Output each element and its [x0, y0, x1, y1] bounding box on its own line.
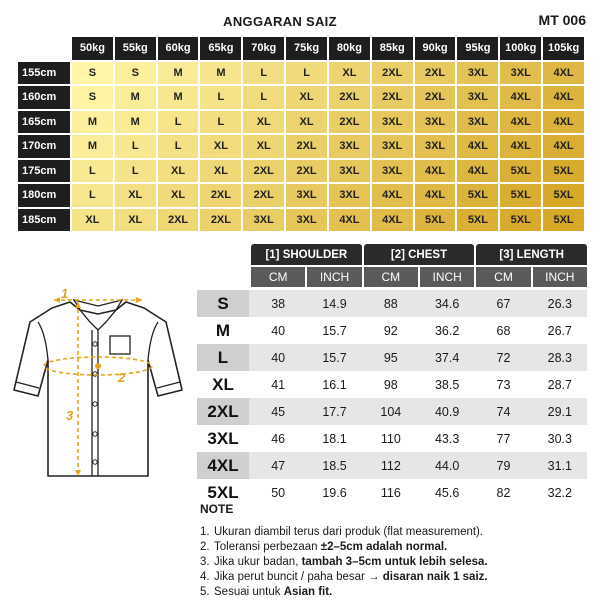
unit-header: INCH: [307, 267, 361, 287]
size-cell: M: [115, 111, 156, 134]
measurement-value: 45: [271, 404, 286, 419]
size-cell: L: [286, 62, 327, 85]
size-cell: 3XL: [457, 86, 498, 109]
note-item: [200, 555, 590, 570]
size-cell: XL: [158, 184, 199, 207]
measurement-value: 34.6: [434, 296, 460, 311]
size-cell: 3XL: [500, 62, 541, 85]
size-cell: 4XL: [457, 160, 498, 183]
size-cell: 4XL: [457, 135, 498, 158]
product-code: MT 006: [538, 12, 586, 28]
size-label: 5XL: [207, 482, 239, 502]
measurement-value: 14.9: [322, 296, 347, 311]
weight-header: 75kg: [286, 37, 327, 60]
size-cell: S: [72, 62, 113, 85]
measurement-value: 46: [271, 431, 286, 446]
size-cell: M: [72, 135, 113, 158]
size-cell: 3XL: [372, 160, 413, 183]
size-cell: 3XL: [286, 184, 327, 207]
unit-header: CM: [476, 267, 530, 287]
measurement-value: 15.7: [322, 350, 347, 365]
measurement-value: 40.9: [434, 404, 460, 419]
measurement-value: 19.6: [322, 485, 347, 500]
size-cell: L: [200, 86, 241, 109]
size-cell: 5XL: [457, 184, 498, 207]
table-row: [197, 425, 587, 452]
weight-header: 70kg: [243, 37, 284, 60]
table-row: [197, 398, 587, 425]
size-label: L: [197, 344, 249, 371]
measurement-value: 15.7: [322, 323, 347, 338]
size-cell: 3XL: [457, 62, 498, 85]
size-cell: 4XL: [543, 135, 584, 158]
size-cell: 4XL: [500, 135, 541, 158]
size-cell: XL: [243, 135, 284, 158]
size-cell: 4XL: [500, 111, 541, 134]
measurement-value: 73: [496, 377, 511, 392]
shirt-diagram: [8, 278, 186, 488]
weight-header: 85kg: [372, 37, 413, 60]
chest-label: 2: [118, 370, 126, 385]
measurement-value: 29.1: [547, 404, 572, 419]
height-header: 160cm: [18, 86, 70, 109]
size-cell: 5XL: [500, 160, 541, 183]
size-cell: M: [158, 86, 199, 109]
size-cell: XL: [286, 86, 327, 109]
size-cell: S: [72, 86, 113, 109]
measurement-value: 18.1: [322, 431, 347, 446]
measurement-value: 98: [383, 377, 398, 392]
size-cell: 4XL: [329, 209, 370, 232]
note-text: Ukuran diambil terus dari produk (flat measurement).: [214, 526, 484, 538]
measurement-value: 28.3: [547, 350, 572, 365]
measurement-value: 37.4: [434, 350, 460, 365]
size-cell: 4XL: [543, 86, 584, 109]
size-cell: L: [158, 135, 199, 158]
size-cell: 2XL: [286, 160, 327, 183]
size-cell: 3XL: [372, 135, 413, 158]
table-row: [197, 290, 587, 317]
measurement-value: 28.7: [547, 377, 572, 392]
size-cell: 4XL: [500, 86, 541, 109]
size-cell: 4XL: [543, 111, 584, 134]
table-row: [197, 371, 587, 398]
size-label: XL: [212, 374, 234, 394]
note-emphasis: ±2–5cm adalah normal.: [320, 541, 448, 553]
weight-header: 105kg: [543, 37, 584, 60]
size-label: 3XL: [207, 428, 239, 448]
size-cell: 5XL: [543, 160, 584, 183]
size-cell: 2XL: [243, 160, 284, 183]
size-cell: 3XL: [415, 135, 456, 158]
size-cell: M: [72, 111, 113, 134]
size-cell: 2XL: [415, 86, 456, 109]
note-item: [200, 540, 590, 555]
note-number: 3.: [200, 556, 210, 568]
notes-section: [200, 502, 590, 600]
height-header: 155cm: [18, 62, 70, 85]
size-cell: 3XL: [372, 111, 413, 134]
size-cell: XL: [72, 209, 113, 232]
measurement-value: 104: [380, 404, 402, 419]
size-cell: 5XL: [543, 184, 584, 207]
note-text: Jika perut buncit / paha besar →: [214, 571, 383, 583]
measurement-value: 43.3: [434, 431, 460, 446]
size-cell: S: [115, 62, 156, 85]
weight-header: 55kg: [115, 37, 156, 60]
note-emphasis: tambah 3–5cm untuk lebih selesa.: [301, 556, 488, 568]
table-row: [197, 344, 587, 371]
size-cell: 3XL: [286, 209, 327, 232]
measurement-value: 16.1: [322, 377, 347, 392]
height-header: 180cm: [18, 184, 70, 207]
chest-header: [2] CHEST: [364, 244, 475, 265]
measurement-value: 40: [271, 350, 286, 365]
height-header: 185cm: [18, 209, 70, 232]
size-cell: 5XL: [457, 209, 498, 232]
size-cell: 5XL: [415, 209, 456, 232]
measurement-value: 31.1: [547, 458, 572, 473]
measurement-value: 32.2: [547, 485, 572, 500]
size-cell: 4XL: [372, 184, 413, 207]
note-number: 5.: [200, 586, 210, 598]
size-cell: 2XL: [286, 135, 327, 158]
measurement-value: 116: [380, 485, 401, 500]
chart-title: ANGGARAN SAIZ: [223, 14, 337, 29]
measurement-rows: [197, 290, 587, 506]
measurement-value: 72: [496, 350, 511, 365]
size-label: 4XL: [197, 452, 249, 479]
note-item: [200, 585, 590, 600]
size-cell: L: [72, 160, 113, 183]
measurement-value: 88: [383, 296, 398, 311]
measurement-table: [197, 244, 587, 506]
size-cell: 4XL: [543, 62, 584, 85]
size-cell: XL: [243, 111, 284, 134]
measurement-value: 38.5: [434, 377, 460, 392]
measurement-value: 74: [496, 404, 511, 419]
measurement-value: 45.6: [434, 485, 460, 500]
note-number: 2.: [200, 541, 210, 553]
size-label: M: [215, 320, 231, 340]
size-cell: 2XL: [329, 86, 370, 109]
size-label: 2XL: [197, 398, 249, 425]
measurement-value: 26.3: [547, 296, 572, 311]
size-cell: 5XL: [500, 209, 541, 232]
size-cell: 4XL: [415, 160, 456, 183]
measurement-value: 26.7: [547, 323, 572, 338]
weight-header: 80kg: [329, 37, 370, 60]
measurement-value: 68: [496, 323, 511, 338]
unit-header: CM: [251, 267, 305, 287]
measurement-value: 17.7: [322, 404, 347, 419]
size-cell: 2XL: [372, 62, 413, 85]
shoulder-label: 1: [61, 286, 69, 301]
weight-header: 65kg: [200, 37, 241, 60]
note-number: 1.: [200, 526, 210, 538]
weight-header: 50kg: [72, 37, 113, 60]
size-cell: 2XL: [372, 86, 413, 109]
measurement-value: 36.2: [434, 323, 460, 338]
size-cell: XL: [200, 135, 241, 158]
note-number: 4.: [200, 571, 210, 583]
height-header: 175cm: [18, 160, 70, 183]
size-cell: 4XL: [415, 184, 456, 207]
note-text: Sesuai untuk: [214, 586, 284, 598]
size-cell: L: [243, 86, 284, 109]
measurement-value: 41: [271, 377, 286, 392]
measurement-value: 44.0: [434, 458, 460, 473]
size-cell: L: [200, 111, 241, 134]
unit-header: CM: [364, 267, 418, 287]
height-header: 170cm: [18, 135, 70, 158]
measurement-value: 30.3: [547, 431, 572, 446]
size-cell: 3XL: [329, 135, 370, 158]
weight-header: 60kg: [158, 37, 199, 60]
measurement-value: 77: [496, 431, 511, 446]
measurement-value: 112: [380, 458, 401, 473]
size-cell: XL: [286, 111, 327, 134]
measurement-value: 110: [380, 431, 401, 446]
table-row: [197, 452, 587, 479]
size-cell: 2XL: [200, 184, 241, 207]
size-cell: 2XL: [200, 209, 241, 232]
length-label: 3: [66, 408, 74, 423]
unit-header: INCH: [533, 267, 587, 287]
measurement-value: 95: [383, 350, 398, 365]
size-cell: L: [158, 111, 199, 134]
size-cell: XL: [158, 160, 199, 183]
size-cell: XL: [115, 209, 156, 232]
size-cell: XL: [200, 160, 241, 183]
measurement-value: 92: [383, 323, 398, 338]
note-item: [200, 570, 590, 585]
size-cell: XL: [115, 184, 156, 207]
note-item: [200, 525, 590, 540]
weight-header: 100kg: [500, 37, 541, 60]
unit-header: INCH: [420, 267, 474, 287]
size-cell: 5XL: [543, 209, 584, 232]
notes-title: NOTE: [200, 502, 234, 516]
size-cell: 3XL: [415, 111, 456, 134]
size-cell: L: [115, 160, 156, 183]
weight-header: 90kg: [415, 37, 456, 60]
measurement-value: 79: [496, 458, 511, 473]
size-cell: L: [243, 62, 284, 85]
size-label: S: [197, 290, 249, 317]
size-cell: 5XL: [500, 184, 541, 207]
size-cell: XL: [329, 62, 370, 85]
size-cell: L: [72, 184, 113, 207]
measurement-value: 50: [271, 485, 286, 500]
weight-header: 95kg: [457, 37, 498, 60]
size-cell: 2XL: [158, 209, 199, 232]
note-emphasis: disaran naik 1 saiz.: [382, 571, 488, 583]
size-cell: 3XL: [329, 160, 370, 183]
size-cell: 3XL: [329, 184, 370, 207]
size-cell: 2XL: [329, 111, 370, 134]
size-cell: L: [115, 135, 156, 158]
size-cell: M: [115, 86, 156, 109]
note-text: Jika ukur badan,: [214, 556, 302, 568]
shoulder-header: [1] SHOULDER: [251, 244, 362, 265]
size-cell: 3XL: [457, 111, 498, 134]
size-recommendation-grid: [18, 37, 584, 231]
measurement-value: 38: [271, 296, 286, 311]
measurement-value: 47: [271, 458, 286, 473]
length-header: [3] LENGTH: [476, 244, 587, 265]
measurement-value: 18.5: [322, 458, 347, 473]
height-header: 165cm: [18, 111, 70, 134]
table-row: [197, 317, 587, 344]
size-cell: 2XL: [243, 184, 284, 207]
size-cell: M: [158, 62, 199, 85]
measurement-value: 40: [271, 323, 286, 338]
measurement-value: 82: [496, 485, 511, 500]
note-text: Toleransi perbezaan: [214, 541, 321, 553]
size-cell: 4XL: [372, 209, 413, 232]
size-cell: 2XL: [415, 62, 456, 85]
size-cell: 3XL: [243, 209, 284, 232]
size-cell: M: [200, 62, 241, 85]
note-emphasis: Asian fit.: [283, 586, 333, 598]
grid-corner: [18, 37, 70, 60]
measurement-value: 67: [496, 296, 511, 311]
